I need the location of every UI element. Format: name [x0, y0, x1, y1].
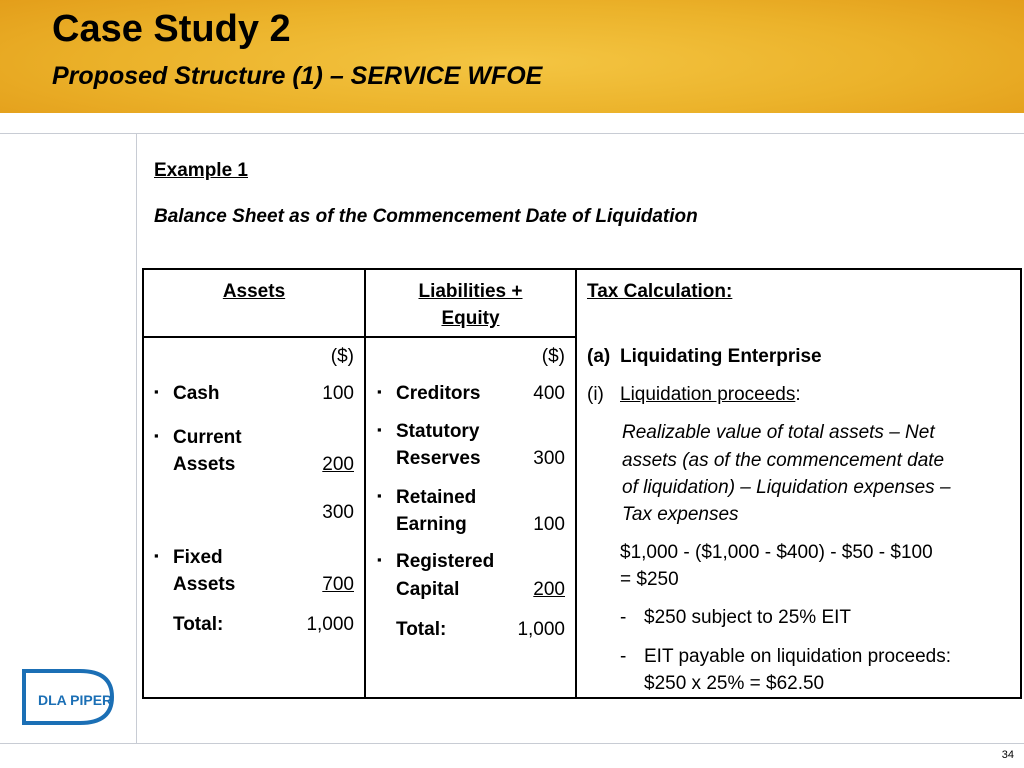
calc-line-2: = $250	[620, 569, 679, 590]
tax-sub-colon: :	[795, 384, 801, 405]
assets-current-value: 200	[322, 454, 354, 475]
logo-text: DLA PIPER	[38, 692, 113, 708]
assets-fixed-label-2: Assets	[173, 574, 236, 595]
liabilities-currency: ($)	[541, 346, 565, 367]
retained-value: 100	[533, 514, 565, 535]
creditors-value: 400	[533, 383, 565, 404]
tax-sub-line	[620, 384, 801, 406]
column-divider-1	[364, 270, 366, 697]
assets-currency: ($)	[330, 346, 354, 367]
column-divider-2	[575, 270, 577, 697]
creditors-label: Creditors	[396, 383, 481, 404]
page-number: 34	[1001, 749, 1014, 761]
assets-current-label-2: Assets	[173, 454, 236, 475]
example-label: Example 1	[154, 160, 248, 181]
slide-subtitle: Proposed Structure (1) – SERVICE WFOE	[52, 62, 543, 90]
tax-sub-label: Liquidation proceeds	[620, 384, 796, 405]
assets-header: Assets	[222, 281, 286, 302]
left-rule	[136, 133, 137, 743]
creditors-bullet: ▪	[377, 384, 382, 399]
statutory-label-2: Reserves	[396, 448, 481, 469]
assets-fixed-bullet: ▪	[154, 548, 159, 563]
bottom-rule	[0, 743, 1024, 744]
assets-subtotal: 300	[322, 502, 354, 523]
tax-sub-marker: (i)	[587, 384, 604, 405]
tax-section-title: Liquidating Enterprise	[620, 346, 822, 367]
assets-total-value: 1,000	[306, 614, 354, 635]
dla-piper-logo	[22, 667, 122, 725]
slide-title: Case Study 2	[52, 8, 291, 50]
logo-mark	[22, 667, 122, 725]
point-2-text-2: $250 x 25% = $62.50	[644, 673, 825, 694]
point-1-text: $250 subject to 25% EIT	[644, 607, 852, 628]
assets-cash-label: Cash	[173, 383, 220, 404]
statutory-label-1: Statutory	[396, 421, 480, 442]
assets-current-label-1: Current	[173, 427, 242, 448]
balance-sheet-caption: Balance Sheet as of the Commencement Date of Liquidation	[154, 206, 698, 227]
retained-label-1: Retained	[396, 487, 477, 508]
assets-cash-bullet: ▪	[154, 384, 159, 399]
statutory-bullet: ▪	[377, 422, 382, 437]
formula-line-1: Realizable value of total assets – Net	[622, 422, 935, 443]
top-rule	[0, 133, 1024, 134]
header-divider	[144, 336, 577, 338]
assets-fixed-value: 700	[322, 574, 354, 595]
assets-cash-value: 100	[322, 383, 354, 404]
liabilities-total-value: 1,000	[517, 619, 565, 640]
formula-line-4: Tax expenses	[622, 504, 739, 525]
formula-line-2: assets (as of the commencement date	[622, 450, 945, 471]
formula-line-3: of liquidation) – Liquidation expenses –	[622, 477, 951, 498]
registered-label-1: Registered	[396, 551, 495, 572]
title-banner	[0, 0, 1024, 113]
registered-bullet: ▪	[377, 552, 382, 567]
tax-section-marker: (a)	[587, 346, 611, 367]
point-2-dash: -	[620, 646, 627, 667]
liabilities-total-label: Total:	[396, 619, 447, 640]
tax-header: Tax Calculation:	[587, 281, 733, 302]
calc-line-1: $1,000 - ($1,000 - $400) - $50 - $100	[620, 542, 933, 563]
point-1-dash: -	[620, 607, 627, 628]
liabilities-header-1: Liabilities +	[418, 281, 523, 302]
balance-sheet-table	[142, 268, 1022, 699]
assets-total-label: Total:	[173, 614, 224, 635]
assets-current-bullet: ▪	[154, 428, 159, 443]
registered-label-2: Capital	[396, 579, 460, 600]
retained-label-2: Earning	[396, 514, 467, 535]
statutory-value: 300	[533, 448, 565, 469]
retained-bullet: ▪	[377, 488, 382, 503]
registered-value: 200	[533, 579, 565, 600]
assets-fixed-label-1: Fixed	[173, 547, 223, 568]
liabilities-header-2: Equity	[441, 308, 500, 329]
point-2-text-1: EIT payable on liquidation proceeds:	[644, 646, 952, 667]
